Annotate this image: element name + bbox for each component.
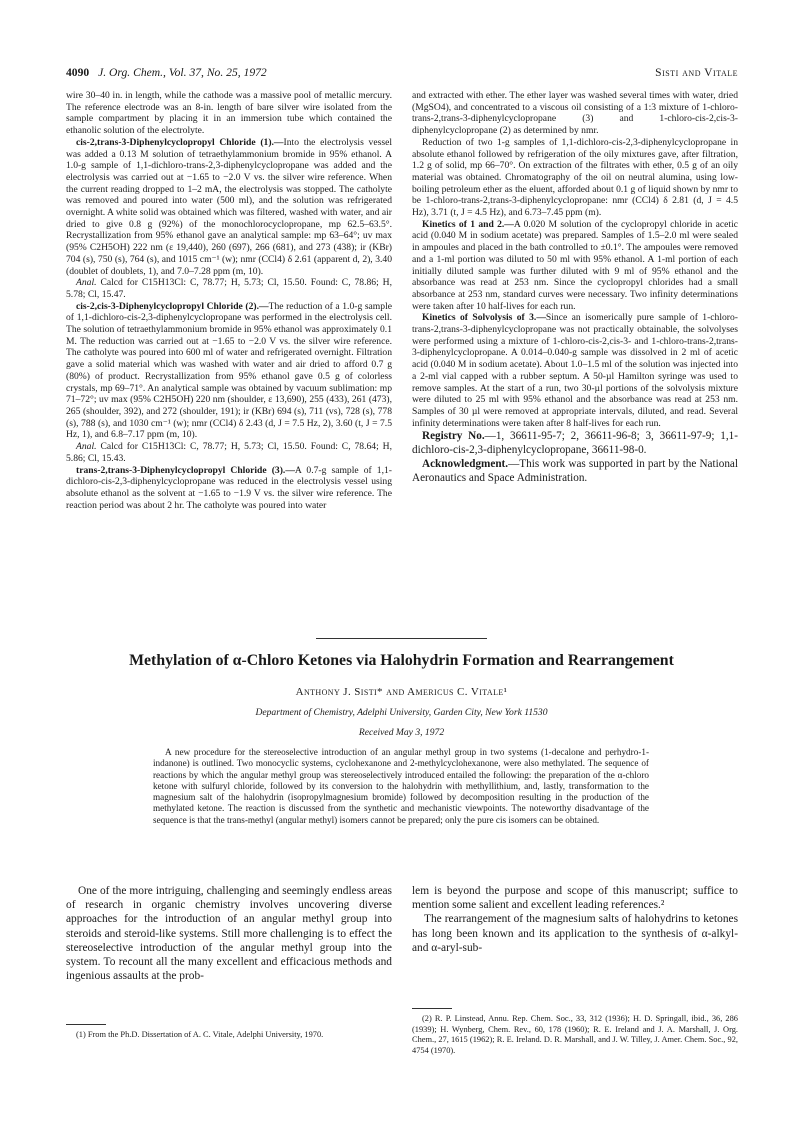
- subheading: Anal.: [76, 441, 97, 453]
- paragraph: [412, 219, 738, 313]
- paragraph-text: Calcd for C15H13Cl: C, 78.77; H, 5.73; Cl, 15.50. Found: C, 78.64; H, 5.86; Cl, 15.43.: [66, 441, 392, 464]
- registry-numbers: [412, 429, 738, 457]
- paragraph: wire 30–40 in. in length, while the cathode was a massive pool of metallic mercury. The reference electrode was an 8-in. length of bare silver wire isolated from the sample compartment by placing it in an immersion tube which contained the ethanolic solution of the electrolyte.: [66, 90, 392, 137]
- subheading: trans-2,trans-3-Diphenylcyclopropyl Chloride (3).—: [76, 464, 295, 476]
- paragraph: [66, 137, 392, 277]
- body-text-right: [412, 884, 738, 955]
- paragraph-text: A 0.7-g sample of 1,1-dichloro-cis-2,3-diphenylcyclopropane was reduced in the electrolysis vessel using absolute ethanol as the solvent at −1.65 to −1.9 V vs. the silver wire reference. The reaction period was about 2 hr. The catholyte was poured into water: [66, 464, 392, 511]
- paragraph: and extracted with ether. The ether layer was washed several times with water, dried (MgSO4), and concentrated to a viscous oil consisting of a 1:3 mixture of 1-chloro-trans-2,trans-3-diphenylcyclopropane (3) and 1-chloro-cis-2,cis-3-diphenylcyclopropane (2) as determined by nmr.: [412, 90, 738, 137]
- page-number: 4090: [66, 66, 90, 79]
- paragraph-text: A 0.020 M solution of the cyclopropyl chloride in acetic acid (0.040 M in sodium acetate) was prepared. Samples of 1.5–2.0 ml were sealed in ampoules and placed in the bath controlled to ±0.1°. The ampoules were removed and a 1-ml portion was diluted to 50 ml with 95% ethanol. A 1-ml portion of each initially diluted sample was further diluted with 9 ml of 95% ethanol and the absorbance was read at 253 nm. Since the cyclopropyl chlorides had a small absorbance at 253 nm, standard curves were necessary. Two infinity determinations were taken after 10 half-lives for each run.: [412, 218, 739, 312]
- received-date: Received May 3, 1972: [358, 727, 445, 738]
- footnote-1: (1) From the Ph.D. Dissertation of A. C. Vitale, Adelphi University, 1970.: [76, 1030, 324, 1039]
- running-title: Sisti and Vitale: [655, 66, 738, 79]
- footnote-divider: [412, 1008, 452, 1009]
- acknowledgment-heading: Acknowledgment.: [422, 458, 509, 471]
- subheading: Kinetics of 1 and 2.—: [422, 218, 514, 230]
- paragraph-text: Into the electrolysis vessel was added a 0.13 M solution of tetraethylammonium bromide in 95% ethanol. A 1.0-g sample of 1,1-dichloro-trans-2,3-diphenylcyclopropane was added and the electrolysis was carried out at −1.65 to −2.0 V vs. the silver wire reference. When the current reading dropped to 1–2 mA, the electrolysis was stopped. The catholyte was removed and poured into water (500 ml), and the solution was refrigerated overnight. A white solid was obtained which was filtered, washed with water, and air dried to give 0.8 g (92%) of the monochlorocyclopropane, mp 62.5–63.5°. Recrystallization from 95% ethanol gave an analytical sample: mp 63–64°; uv max (95% C2H5OH) 222 nm (ε 19,440), 260 (697), 266 (681), and 273 (438); ir (KBr) 704 (s), 750 (s), 764 (s), and 1015 cm⁻¹ (w); nmr (CCl4) δ 2.61 (apparent d, 2), 3.40 (doublet of doublets, 1), and 7.0–7.28 ppm (m, 10).: [66, 136, 392, 277]
- paragraph: Reduction of two 1-g samples of 1,1-dichloro-cis-2,3-diphenylcyclopropane in absolute ethanol followed by refrigeration of the oily mixtures gave, after filtration, 1.2 g of solid, mp 66–70°. On extraction of the filtrates with ether, 0.5 g of an oily material was obtained. Chromatography of the oil on neutral alumina, using low-boiling petroleum ether as the eluent, afforded about 0.1 g of liquid shown by nmr to be 1-chloro-trans-2,trans-3-diphenylcyclopropane: nmr (CCl4) δ 2.81 (d, J = 4.5 Hz), 3.71 (t, J = 4.5 Hz), and 6.73–7.45 ppm (m).: [412, 136, 738, 219]
- paragraph: [66, 465, 392, 512]
- subheading: Anal.: [76, 277, 97, 289]
- registry-text: —1, 36611-95-7; 2, 36611-96-8; 3, 36611-97-9; 1,1-dichloro-cis-2,3-diphenylcyclopropane, 36611-98-0.: [412, 430, 738, 457]
- acknowledgment: [412, 457, 738, 485]
- journal-citation: J. Org. Chem., Vol. 37, No. 25, 1972: [98, 66, 267, 79]
- body-text-left: One of the more intriguing, challenging and seemingly endless areas of research in organic chemistry involves uncovering diverse approaches for the introduction of an angular methyl group into steroids and steroid-like systems. Still more challenging is to effect the stereoselective introduction of the angular methyl group into the system. To recount all the many excellent and efficacious methods and ingenious assaults at the prob-: [66, 885, 392, 983]
- footnote-2: (2) R. P. Linstead, Annu. Rep. Chem. Soc., 33, 312 (1936); H. D. Springall, ibid., 36, 286 (1939); H. Wynberg, Chem. Rev., 60, 178 (1960); R. E. Ireland and J. A. Marshall, J. Org. Chem., 27, 1615 (1962); R. E. Ireland. D. R. Marshall, and J. W. Tilley, J. Amer. Chem. Soc., 92, 4754 (1970).: [412, 1014, 738, 1055]
- running-header: [66, 66, 738, 82]
- acknowledgment-text: —This work was supported in part by the National Aeronautics and Space Administration.: [412, 458, 738, 485]
- subheading: Kinetics of Solvolysis of 3.—: [422, 312, 546, 324]
- paragraph-text: The reduction of a 1.0-g sample of 1,1-dichloro-cis-2,3-diphenylcyclopropane was performed in the electrolysis cell. The solution of tetraethylammonium bromide in 95% ethanol was approximately 0.1 M. The reduction was carried out at −1.65 to −2.0 V vs. the silver wire reference. The catholyte was poured into 600 ml of water and refrigerated overnight. Filtration gave a solid material which was washed with water and air dried to afford 0.7 g (80%) of product. Recrystallization from 95% ethanol gave 0.5 g of colorless crystals, mp 69–71°. An analytical sample was obtained by vacuum sublimation: mp 71–72°; uv max (95% C2H5OH) 220 nm (shoulder, ε 13,690), 255 (433), 261 (473), 265 (shoulder, 392), and 272 (shoulder, 191); ir (KBr) 694 (s), 711 (vs), 728 (s), 778 (s), 788 (s), and 1030 cm⁻¹ (w); nmr (CCl4) δ 2.43 (d, J = 7.5 Hz, 2), 3.60 (t, J = 7.5 Hz, 1), and 6.8–7.17 ppm (m, 10).: [66, 300, 392, 441]
- paragraph: lem is beyond the purpose and scope of this manuscript; suffice to mention some salient and excellent leading references.²: [412, 885, 738, 912]
- subheading: cis-2,trans-3-Diphenylcyclopropyl Chloride (1).—: [76, 136, 284, 148]
- left-column: [66, 90, 392, 511]
- registry-heading: Registry No.: [422, 430, 485, 443]
- right-column: [412, 90, 738, 485]
- paragraph: [66, 441, 392, 464]
- article-authors: Anthony J. Sisti* and Americus C. Vitale¹: [295, 686, 508, 698]
- header-left: [66, 66, 267, 79]
- abstract: A new procedure for the stereoselective introduction of an angular methyl group in two systems (1-decalone and perhydro-1-indanone) is outlined. Two monocyclic systems, cyclohexanone and 2-methylcyclohexanone, were also methylated. The sequence of reactions by which the angular methyl group was stereoselectively introduced entailed the following: the preparation of the α-chloro ketone with sulfuryl chloride, followed by its conversion to the halohydrin with methyllithium, and, lastly, transformation to the magnesium salt of the halohydrin (isopropylmagnesium bromide) followed by decomposition resulting in the production of the methylated ketone. The reaction is discussed from the synthetic and mechanistic viewpoints. The noteworthy disadvantage of the sequence is that the trans-methyl (angular methyl) isomers cannot be prepared; only the pure cis isomers can be obtained.: [153, 747, 649, 825]
- paragraph: [412, 312, 738, 429]
- affiliation: Department of Chemistry, Adelphi University, Garden City, New York 11530: [255, 707, 548, 718]
- article-title: Methylation of α-Chloro Ketones via Halohydrin Formation and Rearrangement: [129, 652, 674, 669]
- section-divider: [316, 638, 487, 639]
- paragraph: [66, 277, 392, 300]
- paragraph-text: Calcd for C15H13Cl: C, 78.77; H, 5.73; Cl, 15.50. Found: C, 78.86; H, 5.78; Cl, 15.47.: [66, 277, 392, 300]
- paragraph-text: Since an isomerically pure sample of 1-chloro-trans-2,trans-3-diphenylcyclopropane was not practically obtainable, the solvolyses were performed using a mixture of 1-chloro-cis-2,cis-3- and 1-chloro-trans-2,trans-3-diphenylcyclopropane. A 0.014–0.040-g sample was dissolved in 2 ml of acetic acid (0.040 M in sodium acetate). About 1.0–1.5 ml of the solution was injected into a 2-ml vial capped with a rubber septum. A 50-µl Hamilton syringe was used to remove samples. At the start of a run, two 30-µl portions of the solvolysis mixture were diluted to 25 ml with 95% ethanol and the absorbance was read at 253 nm. Samples of 30 µl were removed at appropriate intervals, diluted, and read. Several infinity determinations were taken after 8 half-lives for each run.: [412, 312, 738, 429]
- subheading: cis-2,cis-3-Diphenylcyclopropyl Chloride (2).—: [76, 300, 269, 312]
- footnote-divider: [66, 1024, 106, 1025]
- paragraph: The rearrangement of the magnesium salts of halohydrins to ketones has long been known and its application to the synthesis of α-alkyl- and α-aryl-sub-: [412, 913, 738, 954]
- paragraph: [66, 301, 392, 441]
